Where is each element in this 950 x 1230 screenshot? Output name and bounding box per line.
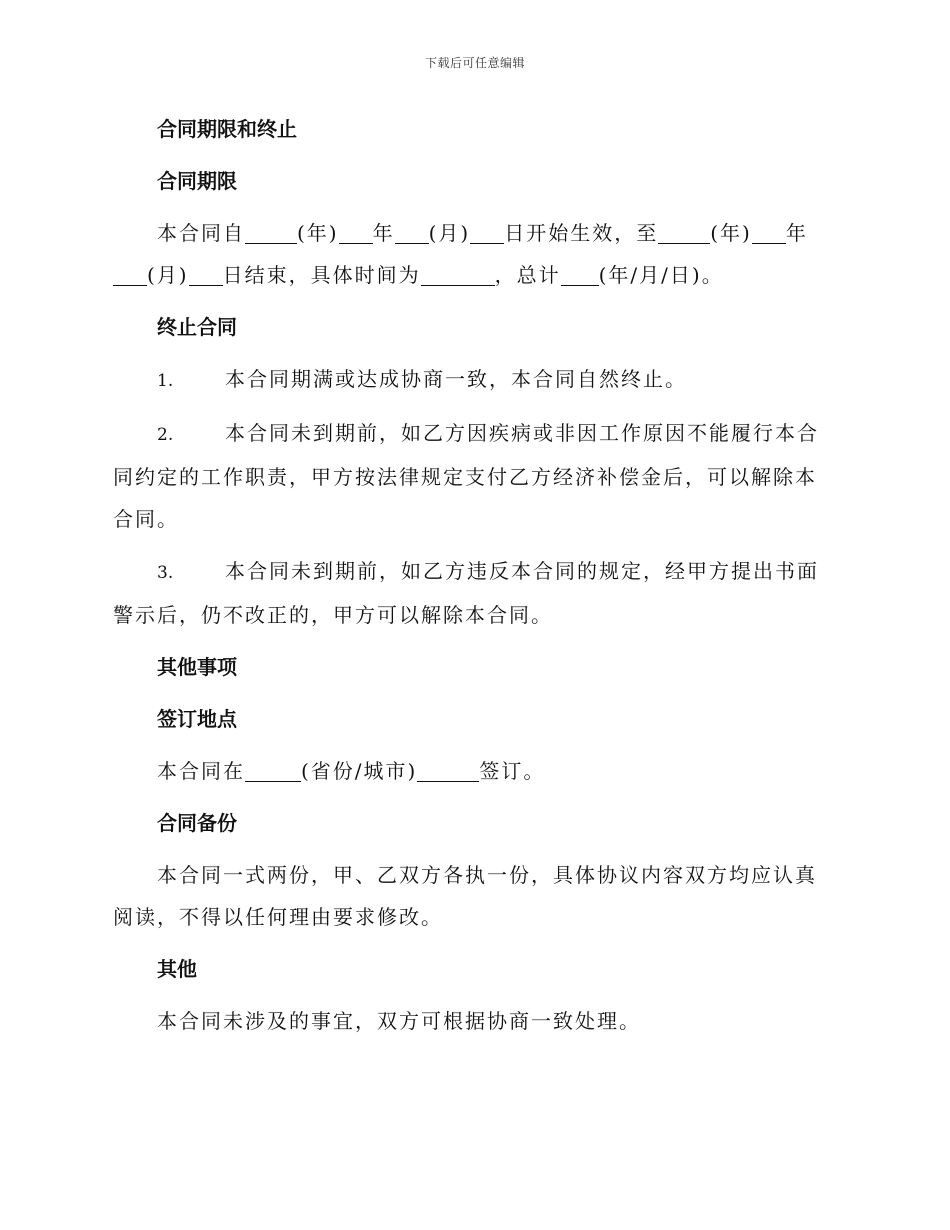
blank-start-year-2-field[interactable] bbox=[339, 223, 373, 244]
list-item-number: 1. bbox=[157, 371, 174, 391]
list-item bbox=[113, 412, 833, 540]
list-item-number: 2. bbox=[157, 425, 174, 445]
other-paragraph: 本合同未涉及的事宜，双方可根据协商一致处理。 bbox=[157, 1009, 641, 1033]
blank-end-month-field[interactable] bbox=[113, 265, 147, 286]
term-text: 年 bbox=[372, 221, 395, 245]
blank-end-day-field[interactable] bbox=[189, 265, 223, 286]
section-heading-other: 其他 bbox=[157, 957, 197, 981]
sign-place-text: 签订。 bbox=[479, 759, 546, 783]
term-text: (月) bbox=[428, 221, 471, 245]
list-item-text: 本合同期满或达成协商一致，本合同自然终止。 bbox=[225, 367, 687, 391]
blank-duration-field[interactable] bbox=[421, 265, 495, 286]
section-heading-term-and-termination: 合同期限和终止 bbox=[157, 117, 297, 141]
blank-start-year-field[interactable] bbox=[245, 223, 297, 244]
list-item-text: 本合同未到期前，如乙方因疾病或非因工作原因不能履行本合同约定的工作职责，甲方按法律规定支付乙方经济补偿金后，可以解除本合同。 bbox=[113, 421, 819, 531]
list-item bbox=[113, 358, 833, 402]
list-item-number: 3. bbox=[157, 563, 174, 583]
section-heading-other-matters: 其他事项 bbox=[157, 655, 237, 679]
term-text: (年/月/日)。 bbox=[598, 263, 724, 287]
term-text: 日开始生效，至 bbox=[504, 221, 659, 245]
section-heading-copies: 合同备份 bbox=[157, 811, 237, 835]
term-text: 年 bbox=[785, 221, 808, 245]
blank-total-field[interactable] bbox=[561, 265, 599, 286]
contract-body bbox=[113, 108, 833, 1052]
blank-end-year-2-field[interactable] bbox=[752, 223, 786, 244]
term-text: (年) bbox=[710, 221, 752, 245]
sign-place-paragraph bbox=[113, 750, 833, 792]
section-heading-term: 合同期限 bbox=[157, 169, 237, 193]
list-item-text: 本合同未到期前，如乙方违反本合同的规定，经甲方提出书面警示后，仍不改正的，甲方可以解除本合同。 bbox=[113, 559, 819, 627]
term-text: 本合同自 bbox=[157, 221, 245, 245]
term-text: (月) bbox=[147, 263, 189, 287]
term-paragraph bbox=[113, 212, 833, 296]
term-text: (年) bbox=[297, 221, 339, 245]
term-text: 日结束，具体时间为 bbox=[222, 263, 421, 287]
sign-place-text: (省份/城市) bbox=[301, 759, 418, 783]
blank-province-field[interactable] bbox=[245, 761, 301, 782]
blank-end-year-field[interactable] bbox=[658, 223, 710, 244]
list-item bbox=[113, 550, 833, 636]
header-note: 下载后可任意编辑 bbox=[424, 56, 525, 70]
sign-place-text: 本合同在 bbox=[157, 759, 245, 783]
blank-start-day-field[interactable] bbox=[470, 223, 504, 244]
copies-paragraph: 本合同一式两份，甲、乙双方各执一份，具体协议内容双方均应认真阅读，不得以任何理由要求修改。 bbox=[113, 863, 817, 929]
blank-start-month-field[interactable] bbox=[395, 223, 429, 244]
section-heading-termination: 终止合同 bbox=[157, 315, 237, 339]
blank-city-field[interactable] bbox=[417, 761, 479, 782]
section-heading-sign-place: 签订地点 bbox=[157, 707, 237, 731]
term-text: ，总计 bbox=[494, 263, 561, 287]
